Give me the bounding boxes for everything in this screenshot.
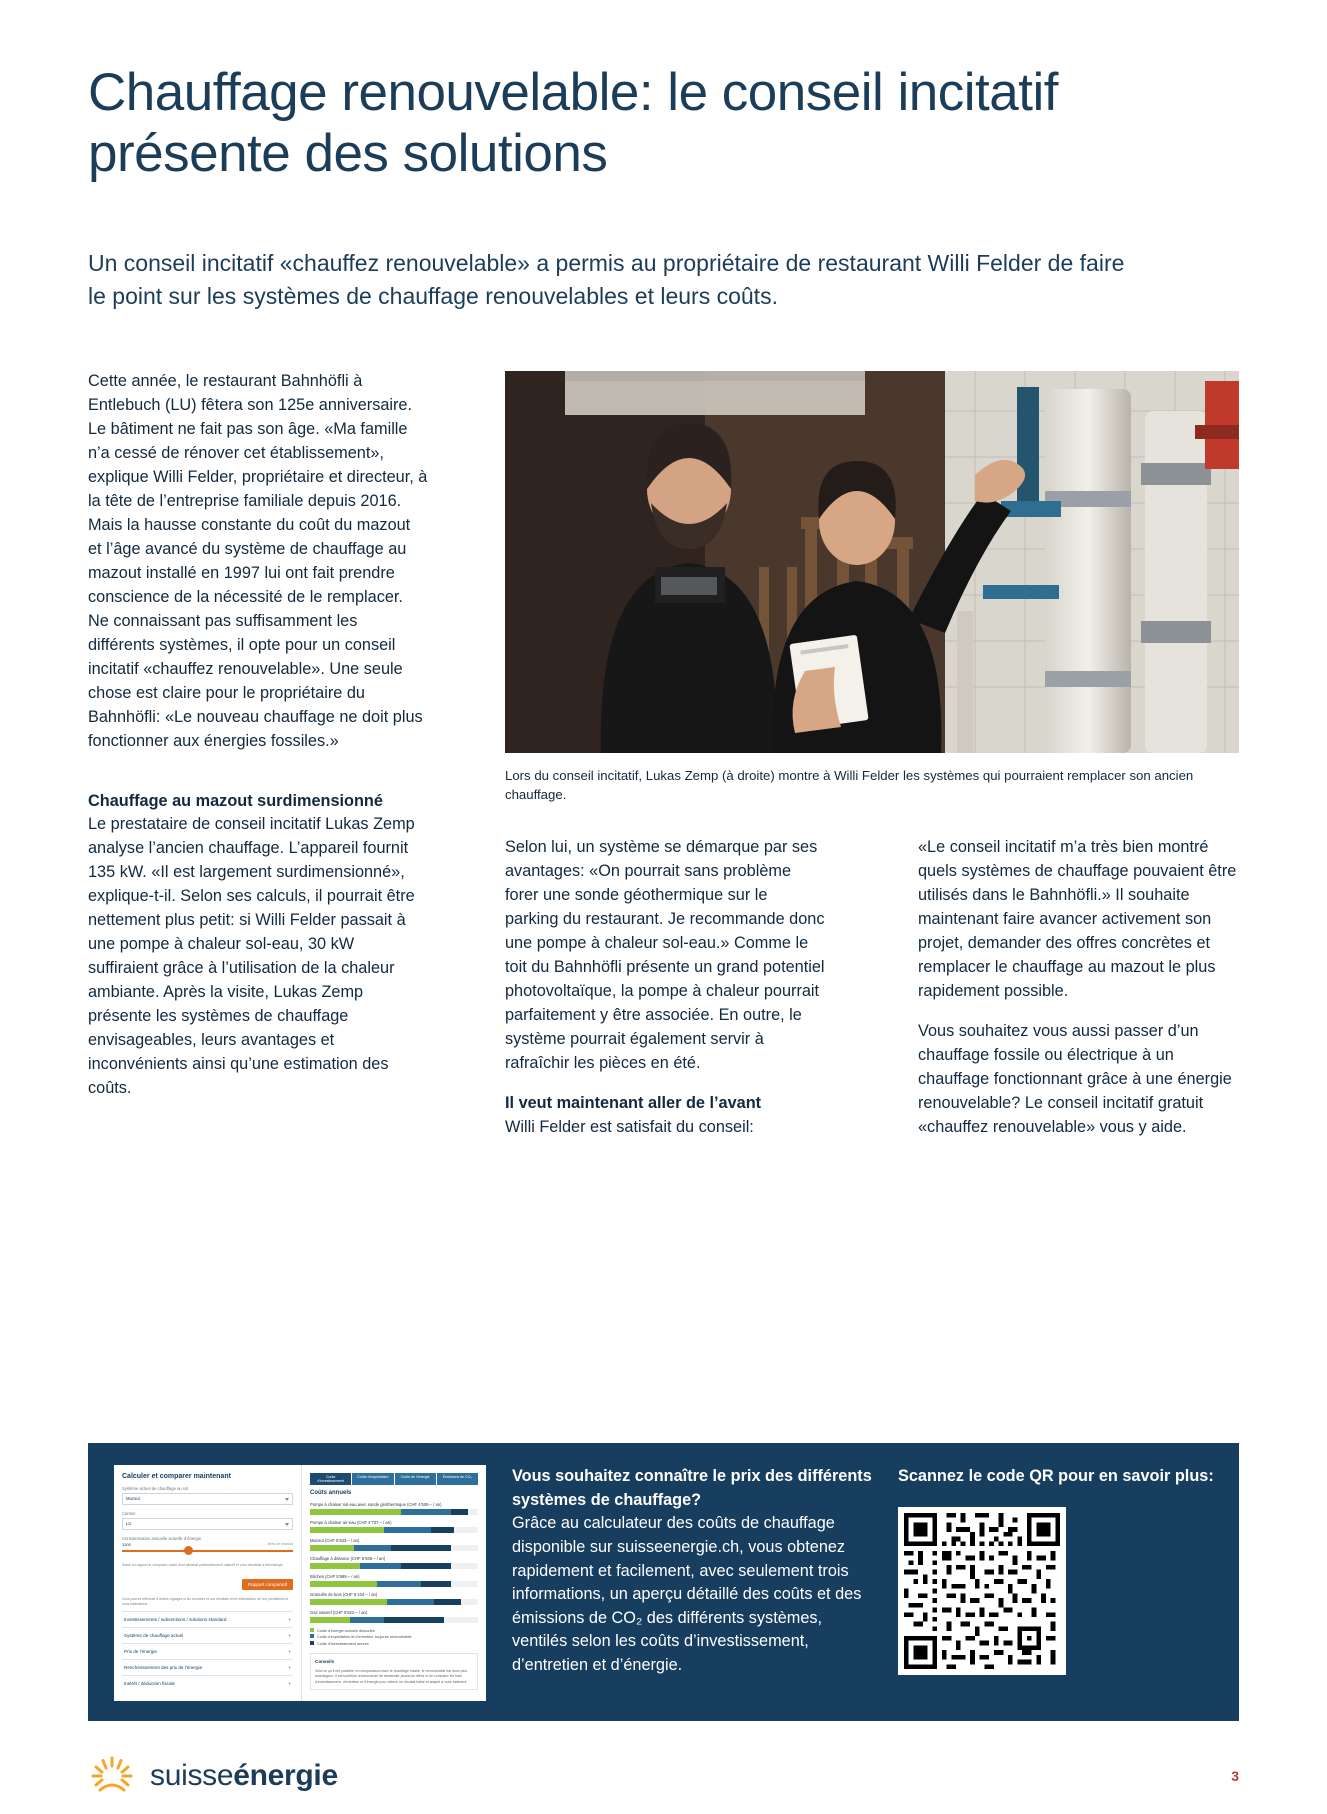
accordion-interest-deduction-label: Intérêt / déduction fiscale xyxy=(124,1681,176,1687)
bar-seg-investment xyxy=(401,1563,451,1569)
bar-row xyxy=(310,1574,478,1587)
legend-item-investment xyxy=(310,1641,478,1647)
bar-seg-energy xyxy=(310,1545,354,1551)
field-label-consumption: Consommation annuelle actuelle d’énergie xyxy=(122,1536,202,1541)
bar-seg-operating xyxy=(384,1527,431,1533)
photo-caption: Lors du conseil incitatif, Lukas Zemp (à droite) montre à Willi Felder les systèmes qui pourraient remplacer son ancien chauffage. xyxy=(505,768,1194,803)
results-tabs xyxy=(310,1473,478,1485)
bar-label: Gaz naturel (CHF 5’522.– / an) xyxy=(310,1610,368,1615)
promo-qr-column xyxy=(898,1465,1228,1699)
qr-code-image xyxy=(904,1513,1060,1669)
cta-wrap xyxy=(122,1573,293,1591)
page-title: Chauffage renouvelable: le conseil incitatif présente des solutions xyxy=(88,63,1058,184)
accordion-energy-price-label: Prix de l’énergie xyxy=(124,1649,157,1655)
sun-icon xyxy=(88,1752,136,1800)
article-photo xyxy=(505,371,1239,753)
slider-track xyxy=(122,1550,293,1552)
accordion-investments[interactable] xyxy=(122,1611,293,1627)
calculator-form-panel xyxy=(114,1465,302,1701)
slider-knob[interactable] xyxy=(184,1546,193,1555)
qr-code[interactable] xyxy=(898,1507,1066,1675)
lede-paragraph: Un conseil incitatif «chauffez renouvelable» a permis au propriétaire de restaurant Willi Felder de faire le point sur les systèmes de chauffage renouvelables et leurs coûts. xyxy=(88,249,1125,309)
calculator-helper-text: Saisir ou rapport le comparer, saisir dont aimerait préférablement objectif et vous résultats à télécharger. xyxy=(122,1563,284,1567)
promo-text-column xyxy=(512,1465,872,1699)
select-canton[interactable] xyxy=(122,1518,293,1530)
accordion-energy-price[interactable] xyxy=(122,1643,293,1659)
bar-seg-investment xyxy=(434,1599,461,1605)
advice-title: Conseils xyxy=(315,1659,335,1665)
paragraph-cta: Vous souhaitez vous aussi passer d’un chauffage fossile ou électrique à un chauffage fonctionnant grâce à une énergie renouvelable? Le conseil incitatif gratuit «chauffez renouvelable» vous y aide. xyxy=(918,1021,1232,1136)
tab-operating-costs[interactable]: Coûts d’exploitation xyxy=(352,1473,393,1485)
bar-track xyxy=(310,1527,478,1533)
logo-suffix: énergie xyxy=(233,1759,338,1792)
bar-seg-energy xyxy=(310,1599,387,1605)
legend-label-investment: Coûts d’investissement annuel xyxy=(317,1641,369,1646)
page-number: 3 xyxy=(1231,1768,1239,1784)
legend-swatch-investment xyxy=(310,1641,314,1645)
bar-seg-energy xyxy=(310,1509,401,1515)
bar-seg-investment xyxy=(391,1545,451,1551)
page-footer xyxy=(88,1752,1239,1800)
bar-seg-investment xyxy=(421,1581,451,1587)
accordion-current-system-label: Système de chauffage actuel xyxy=(124,1633,184,1639)
consumption-slider[interactable] xyxy=(122,1543,293,1557)
column-middle xyxy=(505,836,825,1139)
legend-label-operating: Coûts d’exploitation et d’entretien, toujours renouvelable xyxy=(317,1635,412,1640)
bar-seg-operating xyxy=(354,1545,391,1551)
column-left xyxy=(88,370,428,1101)
bar-label: Granulés de bois (CHF 6’104.– / an) xyxy=(310,1592,378,1597)
field-label-system: Système actuel de chauffage au sol xyxy=(122,1486,189,1491)
bar-row xyxy=(310,1502,478,1515)
accordion-investments-label: Investissements / subventions / solutions standard xyxy=(124,1617,227,1623)
column-right xyxy=(918,836,1238,1139)
bar-seg-energy xyxy=(310,1581,377,1587)
bar-seg-operating xyxy=(360,1563,400,1569)
bar-row xyxy=(310,1520,478,1533)
bar-track xyxy=(310,1581,478,1587)
select-current-system-value: Mazout xyxy=(126,1496,140,1501)
bar-seg-investment xyxy=(431,1527,455,1533)
promo-box xyxy=(88,1443,1239,1721)
legend-label-energy: Coûts d’énergie annuels dissociés xyxy=(317,1629,375,1633)
results-title: Coûts annuels xyxy=(310,1490,352,1496)
mazout-block xyxy=(88,790,428,1101)
bar-seg-operating xyxy=(350,1617,384,1623)
select-current-system[interactable] xyxy=(122,1493,293,1505)
bar-track xyxy=(310,1509,478,1515)
chart-legend xyxy=(310,1628,478,1647)
advice-text: Voici ce qu’il est possible: en comparaison avec le chauffage fossile, le renouvelable est donc plus avantageux. Il est toutefois recommandé de demander plusieurs offres et de comparer les frais d’investissement, d’entretien et d’énergie pour obtenir un résultat fiable et adapté à votre bâtiment. xyxy=(315,1668,468,1684)
tab-co2-emissions[interactable]: Émissions de CO₂ xyxy=(437,1473,478,1485)
logo-prefix: suisse xyxy=(150,1759,234,1792)
paragraph-intro: Cette année, le restaurant Bahnhöfli à Entlebuch (LU) fêtera son 125e anniversaire. Le bâtiment ne fait pas son âge. «Ma famille n’a cessé de rénover cet établissement», explique Willi Felder, propriétaire et directeur, à la tête de l’entreprise familiale depuis 2016. Mais la hausse constante du coût du mazout et l’âge avancé du système de chauffage au mazout installé en 1997 lui ont fait prendre conscience de la nécessité de le remplacer. Ne connaissant pas suffisamment les différents systèmes, il opte pour un conseil incitatif «chauffez renouvelable». Une seule chose est claire pour le propriétaire du Bahnhöfli: «Le nouveau chauffage ne doit plus fonctionner aux énergies fossiles.» xyxy=(88,372,428,750)
calculator-ui xyxy=(114,1465,486,1701)
calculator-hint-text: Vous pouvez effectuer d’autres réglages si les données et vos résultats et les estimations de nos prestations et vous estimations. xyxy=(122,1596,289,1607)
accordion-price-increase-label: Renchérissement des prix de l’énergie xyxy=(124,1665,203,1671)
bar-seg-operating xyxy=(401,1509,451,1515)
legend-swatch-energy xyxy=(310,1628,314,1632)
accordion-price-increase[interactable] xyxy=(122,1659,293,1675)
bar-label: Mazout (CHF 5’533.– / an) xyxy=(310,1538,360,1543)
suisseenergie-logo xyxy=(88,1752,338,1800)
bar-track xyxy=(310,1599,478,1605)
bar-seg-investment xyxy=(451,1509,468,1515)
compare-report-button[interactable]: Rapport comparatif xyxy=(242,1579,293,1590)
plus-icon: + xyxy=(288,1633,291,1639)
plus-icon: + xyxy=(288,1681,291,1687)
bar-label: Chauffage à distance (CHF 5’948.– / an) xyxy=(310,1556,386,1561)
calculator-title: Calculer et comparer maintenant xyxy=(122,1473,231,1480)
bar-label: Pompe à chaleur sol-eau avec sonde géothermique (CHF 4’509.– / an) xyxy=(310,1502,442,1507)
plus-icon: + xyxy=(288,1665,291,1671)
bar-seg-operating xyxy=(387,1599,434,1605)
bar-label: Bûches (CHF 5’989.– / an) xyxy=(310,1574,360,1579)
photo-illustration xyxy=(505,371,1239,753)
logo-wordmark xyxy=(150,1759,338,1793)
bar-row xyxy=(310,1592,478,1605)
subheading-avant: Il veut maintenant aller de l’avant xyxy=(505,1093,762,1112)
bar-seg-energy xyxy=(310,1617,350,1623)
bar-seg-energy xyxy=(310,1527,384,1533)
bar-row xyxy=(310,1538,478,1551)
paragraph-mazout: Le prestataire de conseil incitatif Lukas Zemp analyse l’ancien chauffage. L’appareil fournit 135 kW. «Il est largement surdimensionné», explique-t-il. Selon ses calculs, il pourrait être nettement plus petit: si Willi Felder passait à une pompe à chaleur sol-eau, 30 kW suffiraient grâce à l’utilisation de la chaleur ambiante. Après la visite, Lukas Zemp présente les systèmes de chauffage envisageables, leurs avantages et inconvénients ainsi qu’une estimation des coûts. xyxy=(88,815,415,1097)
tab-investment-costs[interactable]: Coûts d’investissement xyxy=(310,1473,351,1485)
paragraph-recommendation: Selon lui, un système se démarque par ses avantages: «On pourrait sans problème forer une sonde géothermique sur le parking du restaurant. Je recommande donc une pompe à chaleur sol-eau.» Comme le toit du Bahnhöfli présente un grand potentiel photovoltaïque, la pompe à chaleur pourrait parfaitement y être associée. En outre, le système pourrait également servir à rafraîchir les pièces en été. xyxy=(505,838,825,1072)
select-canton-value: LU xyxy=(126,1521,132,1526)
bar-track xyxy=(310,1617,478,1623)
accordion-current-system[interactable] xyxy=(122,1627,293,1643)
tab-energy-costs[interactable]: Coûts de l’énergie xyxy=(395,1473,436,1485)
promo-body: Grâce au calculateur des coûts de chauffage disponible sur suisseenergie.ch, vous obtenez rapidement et facilement, avec seulement trois informations, un aperçu détaillé des coûts et des émissions de CO₂ des différents systèmes, ventilés selon les coûts d’investissement, d’entretien et d’énergie. xyxy=(512,1514,862,1674)
slider-value: 3300 xyxy=(122,1542,131,1547)
plus-icon: + xyxy=(288,1649,291,1655)
field-label-canton: Canton xyxy=(122,1511,136,1516)
bar-track xyxy=(310,1545,478,1551)
bar-track xyxy=(310,1563,478,1569)
promo-heading: Vous souhaitez connaître le prix des différents systèmes de chauffage? xyxy=(512,1467,872,1509)
bar-row xyxy=(310,1556,478,1569)
qr-heading: Scannez le code QR pour en savoir plus: xyxy=(898,1467,1214,1485)
advice-box xyxy=(310,1653,478,1690)
paragraph-quote: «Le conseil incitatif m’a très bien montré quels systèmes de chauffage pouvaient être utilisés dans le Bahnhöfli.» Il souhaite maintenant faire avancer activement son projet, demander des offres concrètes et remplacer le chauffage au mazout le plus rapidement possible. xyxy=(918,838,1237,1000)
slider-unit: litres de mazout xyxy=(267,1542,293,1546)
bar-seg-energy xyxy=(310,1563,360,1569)
paragraph-avant: Willi Felder est satisfait du conseil: xyxy=(505,1117,754,1136)
avant-block xyxy=(505,1092,825,1140)
calculator-screenshot[interactable] xyxy=(114,1465,486,1701)
subheading-mazout: Chauffage au mazout surdimensionné xyxy=(88,791,383,810)
bar-seg-investment xyxy=(384,1617,444,1623)
bar-row xyxy=(310,1610,478,1623)
plus-icon: + xyxy=(288,1617,291,1623)
bar-seg-operating xyxy=(377,1581,421,1587)
legend-swatch-operating xyxy=(310,1634,314,1638)
bar-label: Pompe à chaleur air-eau (CHF 4’737.– / an) xyxy=(310,1520,392,1525)
promo-inner xyxy=(114,1465,1213,1699)
calculator-results-panel xyxy=(302,1465,486,1701)
accordion-interest-deduction[interactable] xyxy=(122,1675,293,1691)
